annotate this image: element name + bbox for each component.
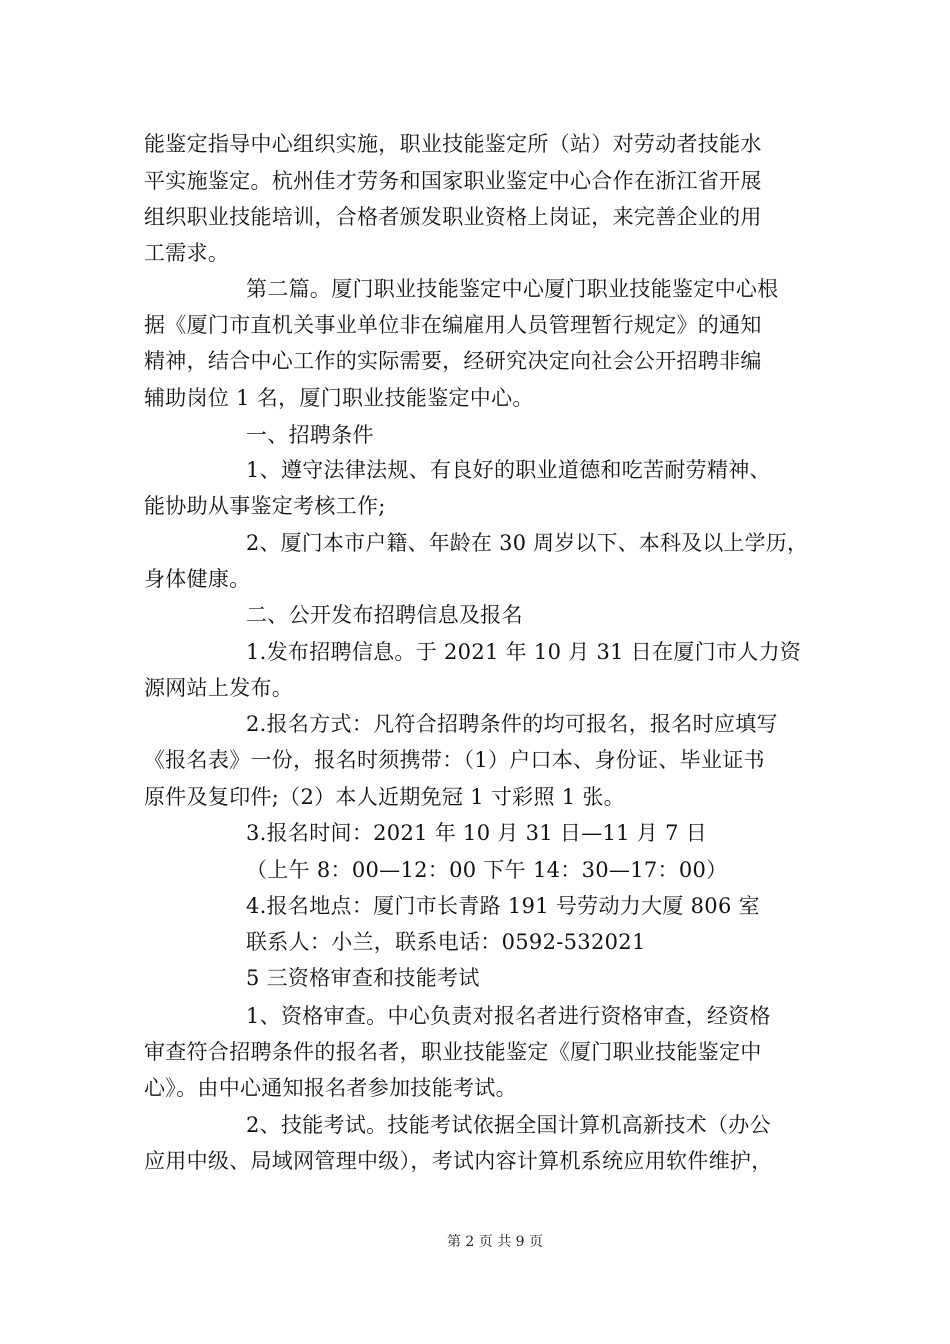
page-number: 第 2 页 共 9 页 [446, 1234, 544, 1250]
text-line: 3.报名时间：2021 年 10 月 31 日—11 月 7 日 [246, 821, 708, 845]
text-line: 平实施鉴定。杭州佳才劳务和国家职业鉴定中心合作在浙江省开展 [144, 169, 762, 193]
text-line: 审查符合招聘条件的报名者，职业技能鉴定《厦门职业技能鉴定中 [144, 1040, 762, 1064]
section-heading: 一、招聘条件 [246, 423, 374, 447]
text-line: 能协助从事鉴定考核工作; [144, 494, 386, 518]
text-line: 原件及复印件;（2）本人近期免冠 1 寸彩照 1 张。 [144, 785, 625, 809]
text-line: 能鉴定指导中心组织实施，职业技能鉴定所（站）对劳动者技能水 [144, 132, 762, 156]
text-line: 1.发布招聘信息。于 2021 年 10 月 31 日在厦门市人力资 [246, 640, 802, 664]
section-heading: 二、公开发布招聘信息及报名 [246, 603, 523, 627]
text-line: 心》。由中心通知报名者参加技能考试。 [144, 1076, 517, 1100]
text-line: 组织职业技能培训，合格者颁发职业资格上岗证，来完善企业的用 [144, 205, 762, 229]
section-heading: 5 三资格审查和技能考试 [246, 966, 480, 990]
text-line: 精神，结合中心工作的实际需要，经研究决定向社会公开招聘非编 [144, 349, 762, 373]
text-line: 应用中级、局域网管理中级），考试内容计算机系统应用软件维护， [144, 1149, 773, 1173]
text-line: 工需求。 [144, 241, 230, 265]
text-line: 4.报名地点：厦门市长青路 191 号劳动力大厦 806 室 [246, 894, 760, 918]
text-line: （上午 8：00—12：00 下午 14：30—17：00） [246, 858, 728, 882]
text-line: 第二篇。厦门职业技能鉴定中心厦门职业技能鉴定中心根 [246, 277, 779, 301]
text-line: 2、厦门本市户籍、年龄在 30 周岁以下、本科及以上学历， [246, 531, 809, 555]
text-line: 2、技能考试。技能考试依据全国计算机高新技术（办公 [246, 1113, 771, 1137]
text-line: 联系人：小兰，联系电话：0592-532021 [246, 930, 646, 954]
text-line: 1、遵守法律法规、有良好的职业道德和吃苦耐劳精神、 [246, 458, 771, 482]
text-line: 2.报名方式：凡符合招聘条件的均可报名，报名时应填写 [246, 712, 778, 736]
text-line: 辅助岗位 1 名，厦门职业技能鉴定中心。 [144, 386, 534, 410]
text-line: 源网站上发布。 [144, 676, 294, 700]
text-line: 《报名表》一份，报名时须携带：（1）户口本、身份证、毕业证书 [144, 748, 765, 772]
text-line: 据《厦门市直机关事业单位非在编雇用人员管理暂行规定》的通知 [144, 313, 762, 337]
text-line: 1、资格审查。中心负责对报名者进行资格审查，经资格 [246, 1004, 771, 1028]
text-line: 身体健康。 [144, 567, 251, 591]
